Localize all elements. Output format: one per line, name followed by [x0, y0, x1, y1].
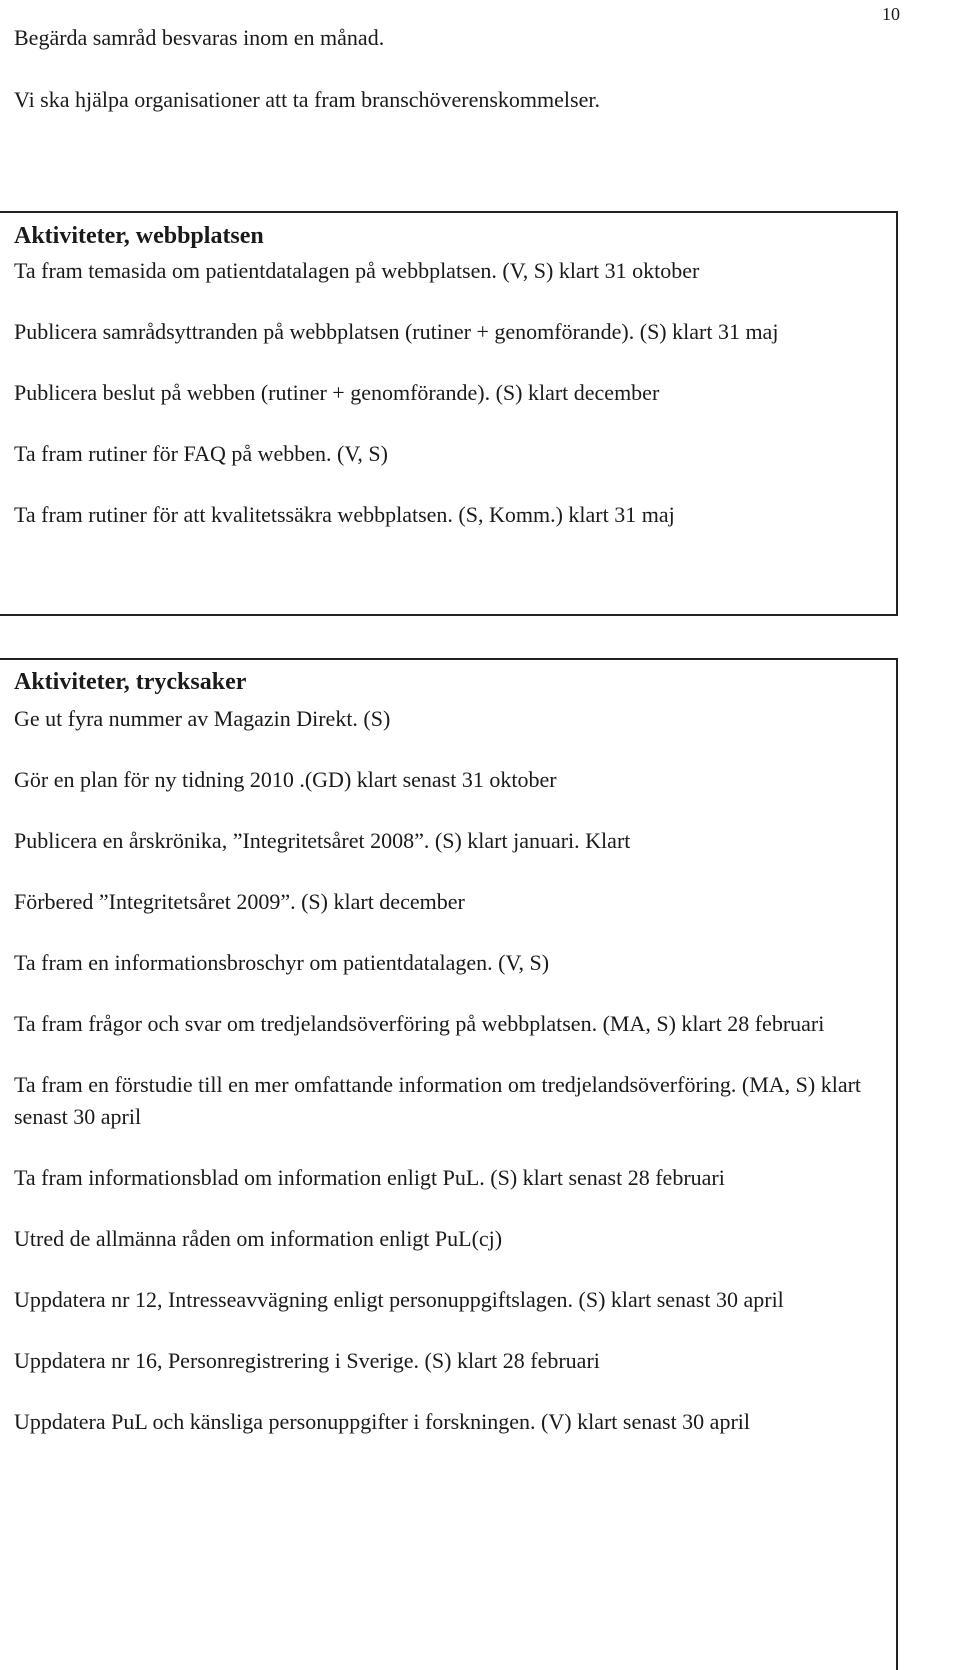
- activity-item: Publicera en årskrönika, ”Integritetsåret 2008”. (S) klart januari. Klart: [14, 828, 631, 853]
- trycksaker-activities-box: [0, 658, 898, 1670]
- webbplatsen-activities-box: [0, 211, 898, 616]
- activity-item: Uppdatera PuL och känsliga personuppgifter i forskningen. (V) klart senast 30 april: [14, 1409, 750, 1434]
- activity-item: Förbered ”Integritetsåret 2009”. (S) klart december: [14, 889, 465, 914]
- activity-item: Ta fram frågor och svar om tredjelandsöverföring på webbplatsen. (MA, S) klart 28 februari: [14, 1011, 825, 1036]
- activity-item: Ta fram en informationsbroschyr om patientdatalagen. (V, S): [14, 950, 550, 975]
- section-heading: Aktiviteter, webbplatsen: [14, 223, 264, 249]
- intro-line: Begärda samråd besvaras inom en månad.: [14, 25, 385, 50]
- activity-item: Ta fram informationsblad om information enligt PuL. (S) klart senast 28 februari: [14, 1165, 725, 1190]
- intro-line: Vi ska hjälpa organisationer att ta fram branschöverenskommelser.: [14, 87, 600, 112]
- activity-item: Utred de allmänna råden om information enligt PuL(cj): [14, 1226, 503, 1251]
- intro-text: [14, 22, 894, 116]
- page-number: 10: [882, 4, 900, 24]
- section-heading: Aktiviteter, trycksaker: [14, 669, 247, 695]
- activity-item: Ge ut fyra nummer av Magazin Direkt. (S): [14, 706, 391, 731]
- activity-item: Uppdatera nr 16, Personregistrering i Sverige. (S) klart 28 februari: [14, 1348, 600, 1373]
- activity-item: Ta fram en förstudie till en mer omfattande information om tredjelandsöverföring. (MA, S) klart senast 30 april: [14, 1072, 862, 1129]
- activity-item: Ta fram rutiner för FAQ på webben. (V, S): [14, 441, 388, 466]
- activity-item: Gör en plan för ny tidning 2010 .(GD) klart senast 31 oktober: [14, 767, 557, 792]
- activity-item: Ta fram temasida om patientdatalagen på webbplatsen. (V, S) klart 31 oktober: [14, 258, 700, 283]
- activity-item: Ta fram rutiner för att kvalitetssäkra webbplatsen. (S, Komm.) klart 31 maj: [14, 502, 675, 527]
- activity-item: Publicera samrådsyttranden på webbplatsen (rutiner + genomförande). (S) klart 31 maj: [14, 319, 779, 344]
- activity-item: Uppdatera nr 12, Intresseavvägning enligt personuppgiftslagen. (S) klart senast 30 april: [14, 1287, 784, 1312]
- activity-item: Publicera beslut på webben (rutiner + genomförande). (S) klart december: [14, 380, 660, 405]
